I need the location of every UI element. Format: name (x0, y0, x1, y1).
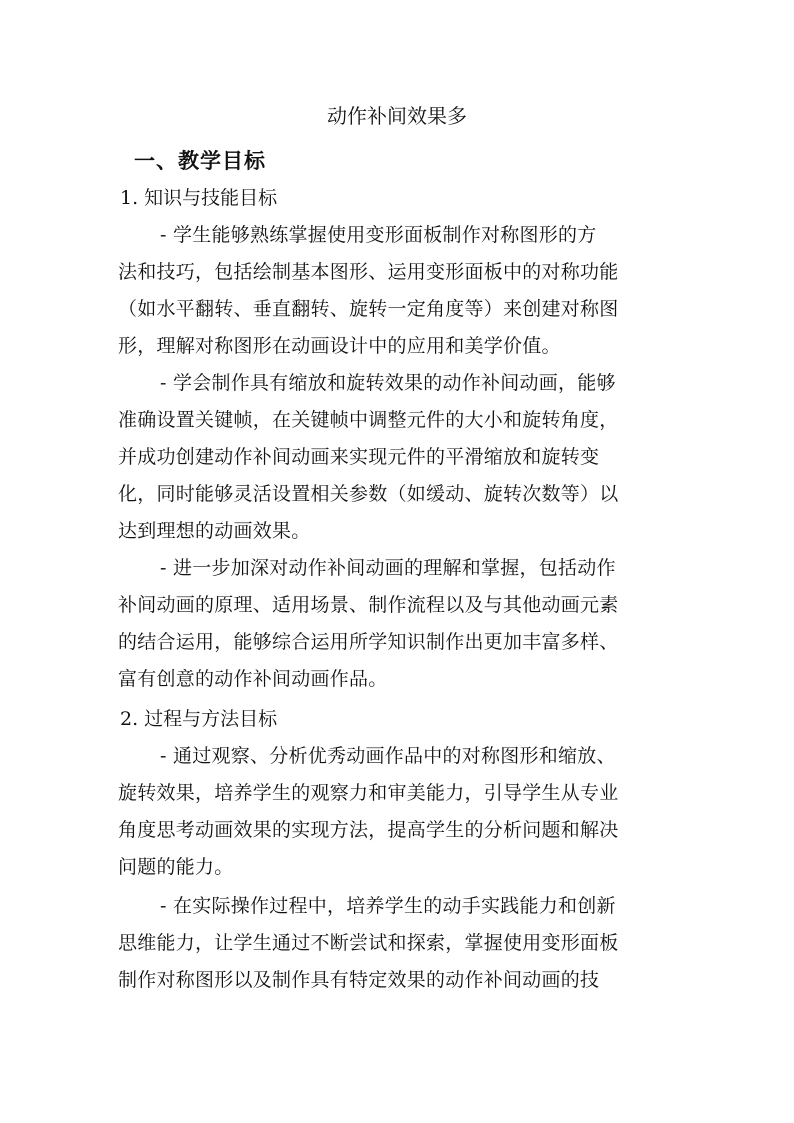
paragraph-line: 的结合运用，能够综合运用所学知识制作出更加丰富多样、 (118, 631, 619, 653)
paragraph-line: - 进一步加深对动作补间动画的理解和掌握，包括动作 (160, 557, 616, 579)
paragraph-line: - 在实际操作过程中，培养学生的动手实践能力和创新 (160, 895, 616, 917)
paragraph-line: 并成功创建动作补间动画来实现元件的平滑缩放和旋转变 (118, 446, 600, 468)
paragraph-line: 化，同时能够灵活设置相关参数（如缓动、旋转次数等）以 (118, 483, 619, 505)
paragraph-line: 达到理想的动画效果。 (118, 520, 311, 542)
paragraph-line: 旋转效果，培养学生的观察力和审美能力，引导学生从专业 (118, 782, 619, 804)
document-title: 动作补间效果多 (327, 104, 467, 128)
paragraph-line: 角度思考动画效果的实现方法，提高学生的分析问题和解决 (118, 819, 619, 841)
subheading-process-methods: 2. 过程与方法目标 (120, 708, 278, 730)
paragraph-line: 形，理解对称图形在动画设计中的应用和美学价值。 (118, 335, 561, 357)
paragraph-line: - 通过观察、分析优秀动画作品中的对称图形和缩放、 (160, 745, 616, 767)
paragraph-line: 准确设置关键帧，在关键帧中调整元件的大小和旋转角度， (118, 409, 619, 431)
paragraph-line: - 学生能够熟练掌握使用变形面板制作对称图形的方 (160, 224, 597, 246)
paragraph-line: 富有创意的动作补间动画作品。 (118, 668, 388, 690)
subheading-knowledge-skills: 1. 知识与技能目标 (120, 187, 278, 209)
paragraph-line: 补间动画的原理、适用场景、制作流程以及与其他动画元素 (118, 594, 619, 616)
paragraph-line: - 学会制作具有缩放和旋转效果的动作补间动画，能够 (160, 372, 616, 394)
section-heading-teaching-goals: 一、教学目标 (134, 148, 266, 173)
paragraph-line: （如水平翻转、垂直翻转、旋转一定角度等）来创建对称图 (118, 298, 619, 320)
paragraph-line: 思维能力，让学生通过不断尝试和探索，掌握使用变形面板 (118, 932, 619, 954)
paragraph-line: 法和技巧，包括绘制基本图形、运用变形面板中的对称功能 (118, 261, 619, 283)
paragraph-line: 制作对称图形以及制作具有特定效果的动作补间动画的技 (118, 969, 600, 991)
paragraph-line: 问题的能力。 (118, 856, 234, 878)
